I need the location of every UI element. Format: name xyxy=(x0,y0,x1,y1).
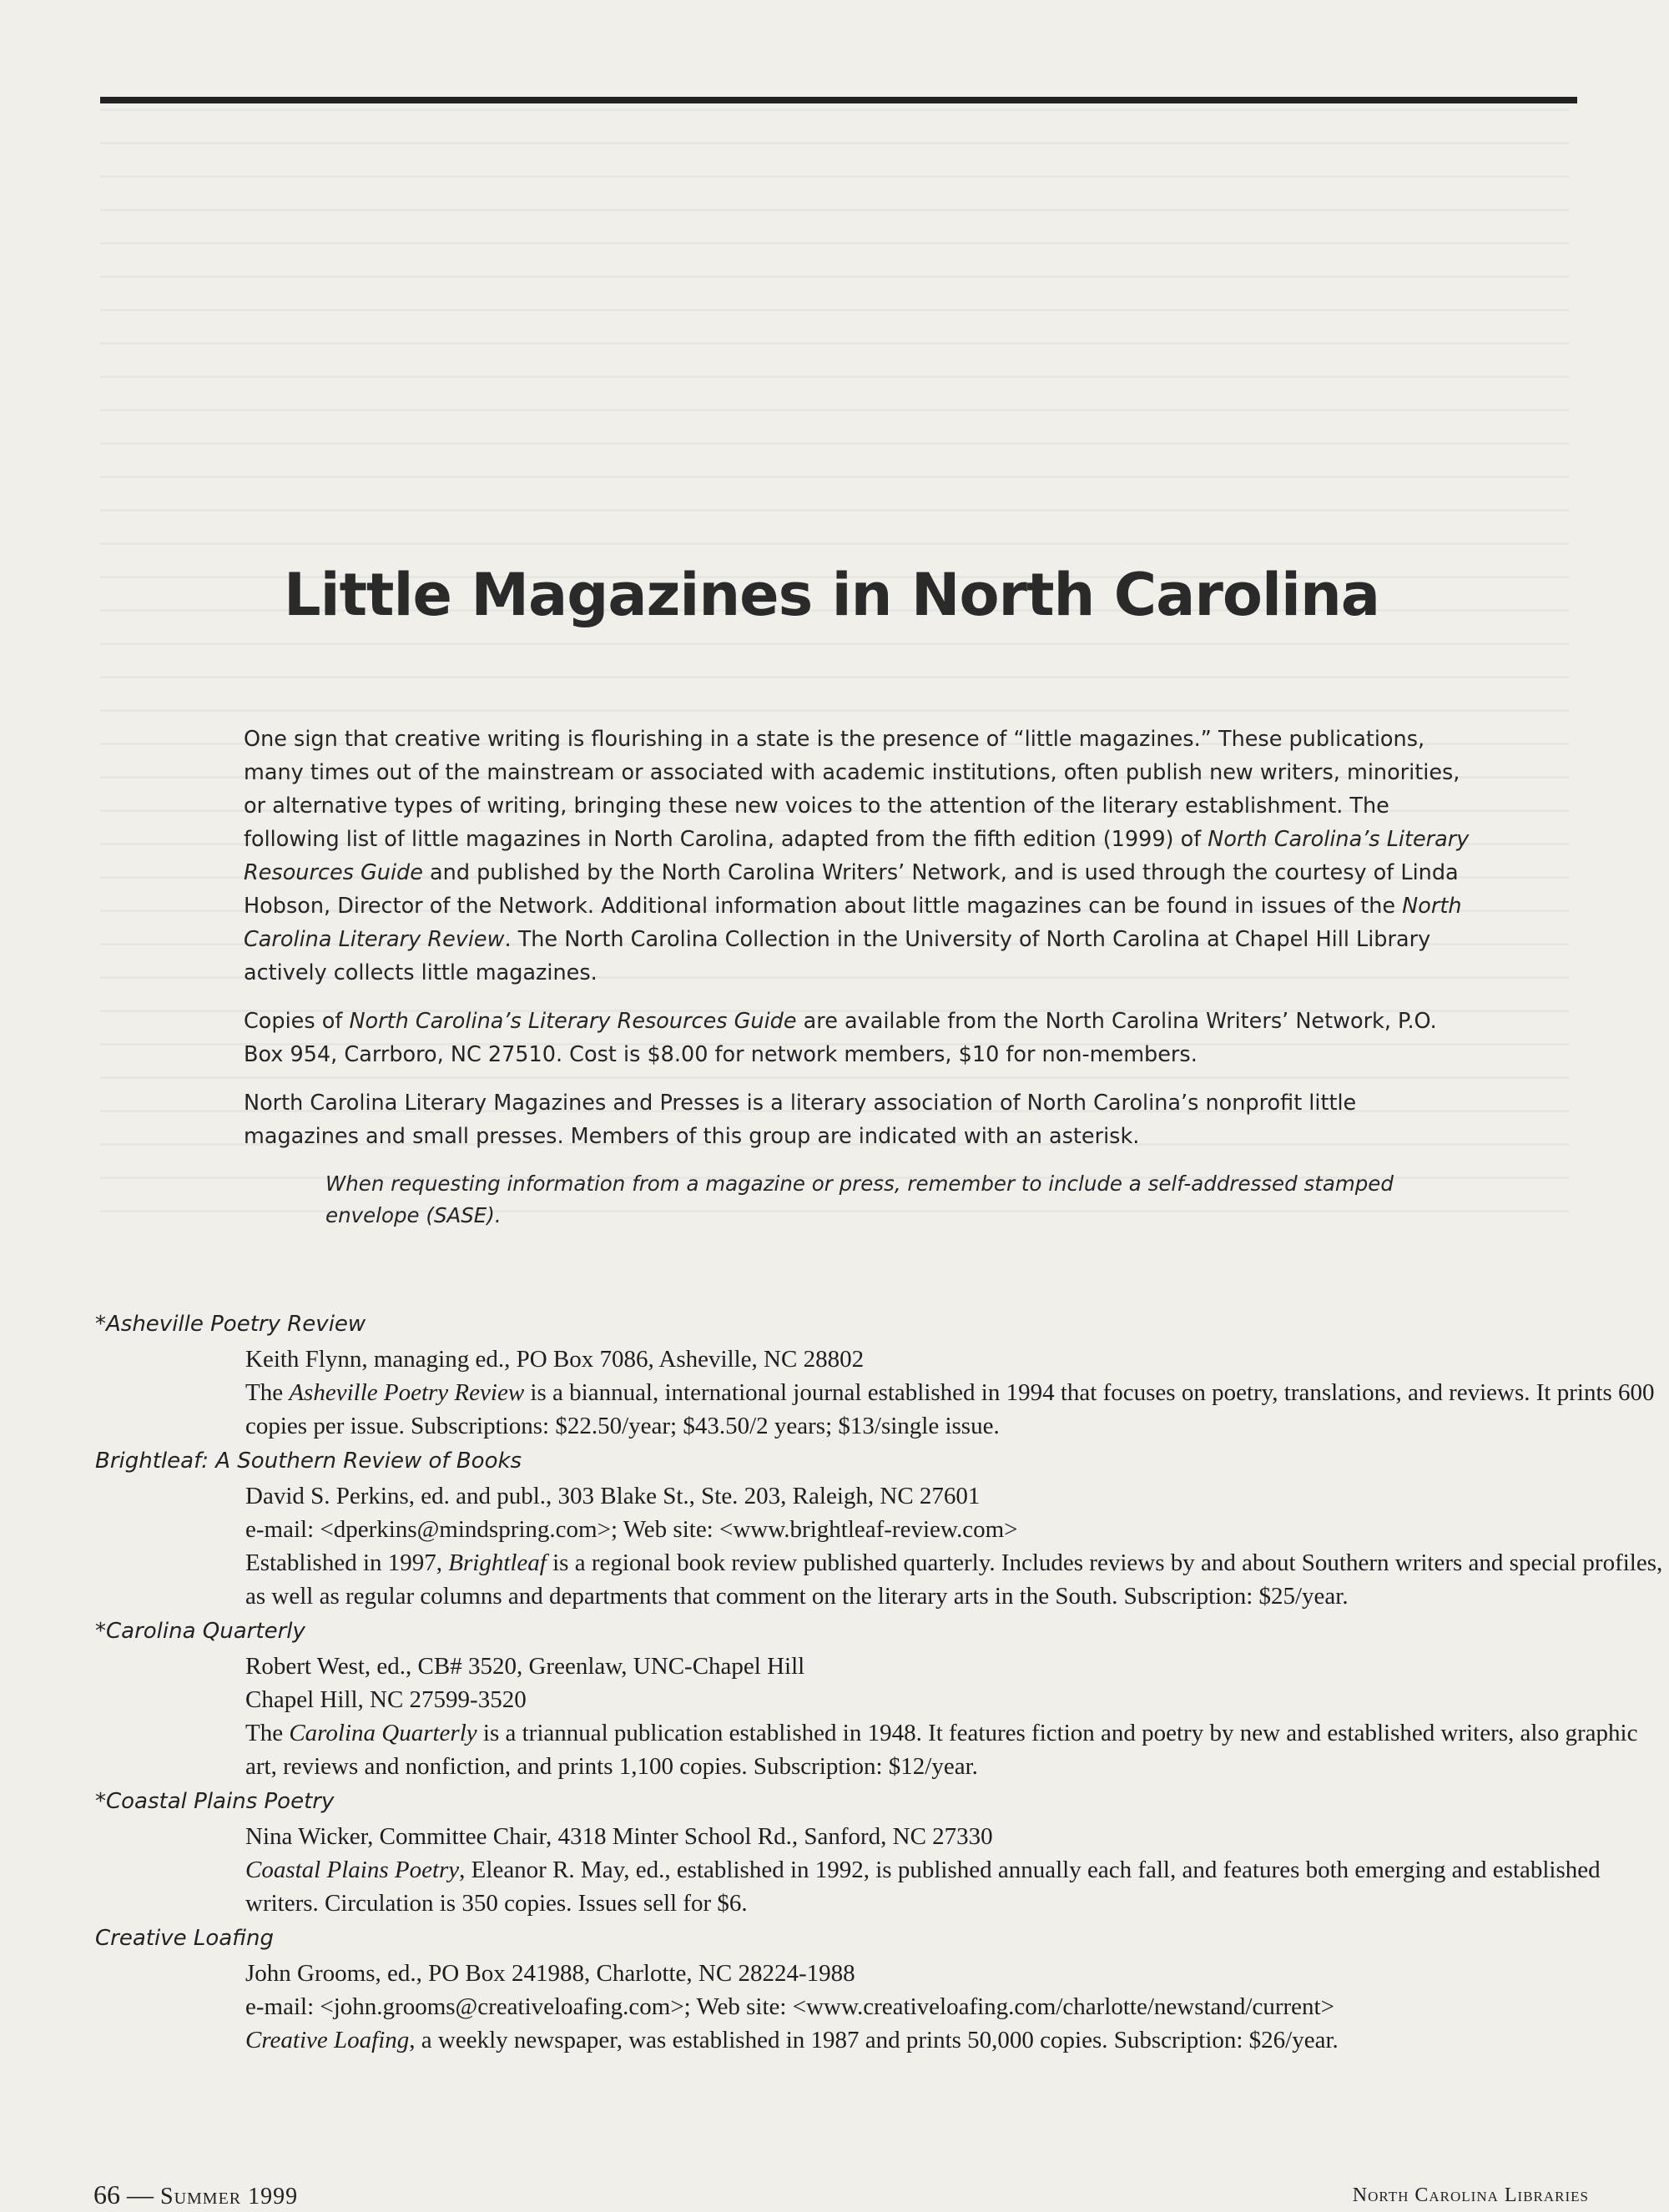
footer-dash: — xyxy=(127,2179,154,2209)
italic-title-run: Carolina Quarterly xyxy=(289,1720,477,1746)
text-run: John Grooms, ed., PO Box 241988, Charlotte, NC 28224-1988 xyxy=(245,1960,855,1987)
text-run: Robert West, ed., CB# 3520, Greenlaw, UNC-Chapel Hill xyxy=(245,1653,805,1680)
magazine-entry xyxy=(95,1783,1601,1920)
text-run: is a biannual, international journal established in 1994 that focuses on poetry, translations, and reviews. It prints 600 copies per issue. Subscriptions: $22.50/year; $43.50/2 years; $13/single issue. xyxy=(245,1379,1655,1439)
text-run: David S. Perkins, ed. and publ., 303 Blake St., Ste. 203, Raleigh, NC 27601 xyxy=(245,1483,981,1509)
text-run: , a weekly newspaper, was established in 1987 and prints 50,000 copies. Subscription: $26/year. xyxy=(409,2027,1339,2053)
intro-paragraph-3 xyxy=(244,1086,1475,1153)
text-run: Nina Wicker, Committee Chair, 4318 Minter School Rd., Sanford, NC 27330 xyxy=(245,1823,993,1850)
italic-title-run: Brightleaf xyxy=(448,1549,547,1576)
detail-line xyxy=(245,1853,1664,1920)
magazine-name: Creative Loafing xyxy=(95,1926,274,1951)
detail-line xyxy=(245,1650,1664,1683)
detail-line xyxy=(245,1990,1664,2023)
detail-line xyxy=(245,2023,1664,2057)
italic-title-run: Creative Loafing xyxy=(245,2027,410,2053)
text-run: Keith Flynn, managing ed., PO Box 7086, Asheville, NC 28802 xyxy=(245,1346,865,1373)
detail-line xyxy=(245,1546,1664,1613)
magazine-entry xyxy=(95,1613,1638,1783)
detail-line xyxy=(245,1343,1664,1376)
text-run: The xyxy=(245,1379,290,1406)
text-run: e-mail: <john.grooms@creativeloafing.com>; Web site: <www.creativeloafing.com/charlotte/newstand/current> xyxy=(245,1993,1334,2020)
italic-title-run: Coastal Plains Poetry xyxy=(245,1857,460,1883)
sase-note: When requesting information from a magazine or press, remember to include a self-addressed stamped envelope (SASE). xyxy=(325,1172,1394,1227)
text-run: Chapel Hill, NC 27599-3520 xyxy=(245,1686,527,1713)
text-run: is a triannual publication established in 1948. It features fiction and poetry by new and established writers, also graphic art, reviews and nonfiction, and prints 1,100 copies. Subscription: $12/year. xyxy=(245,1720,1638,1780)
italic-title-run: North Carolina’s Literary Resources Guide xyxy=(244,827,1470,885)
italic-title-run: North Carolina’s Literary Resources Guide xyxy=(349,1009,797,1034)
text-run: Copies of xyxy=(244,1009,350,1034)
top-rule xyxy=(100,97,1577,103)
magazine-list xyxy=(95,1306,1663,2057)
intro-section xyxy=(244,723,1475,1232)
magazine-name: *Carolina Quarterly xyxy=(95,1619,305,1644)
intro-paragraph-2 xyxy=(244,1005,1475,1071)
detail-line xyxy=(245,1513,1664,1546)
text-run: . The North Carolina Collection in the University of North Carolina at Chapel Hill Library actively collects little magazines. xyxy=(244,927,1431,985)
magazine-entry xyxy=(95,1306,1655,1443)
magazine-details xyxy=(245,1820,1664,1920)
text-run: e-mail: <dperkins@mindspring.com>; Web site: <www.brightleaf-review.com> xyxy=(245,1516,1018,1543)
detail-line xyxy=(245,1479,1664,1513)
detail-line xyxy=(245,1716,1664,1783)
magazine-name: *Asheville Poetry Review xyxy=(95,1312,366,1337)
text-run: The xyxy=(245,1720,290,1746)
magazine-details xyxy=(245,1479,1664,1613)
detail-line xyxy=(245,1957,1664,1990)
text-run: and published by the North Carolina Writers’ Network, and is used through the courtesy of Linda Hobson, Director of the Network. Additional information about little magazines can be found in issues of the xyxy=(244,860,1459,919)
footer-left xyxy=(93,2179,298,2210)
magazine-entry xyxy=(95,1443,1663,1613)
magazine-details xyxy=(245,1343,1664,1443)
text-run: , Eleanor R. May, ed., established in 1992, is published annually each fall, and features both emerging and established writers. Circulation is 350 copies. Issues sell for $6. xyxy=(245,1857,1601,1917)
magazine-name: Brightleaf: A Southern Review of Books xyxy=(95,1449,522,1474)
page-number: 66 xyxy=(93,2179,120,2209)
text-run: Established in 1997, xyxy=(245,1549,449,1576)
journal-name: North Carolina Libraries xyxy=(1352,2184,1589,2206)
italic-title-run: Asheville Poetry Review xyxy=(289,1379,525,1406)
text-run: North Carolina Literary Magazines and Presses is a literary association of North Carolina’s nonprofit little magazines and small presses. Members of this group are indicated with an asterisk. xyxy=(244,1091,1357,1149)
magazine-details xyxy=(245,1650,1664,1783)
text-run: are available from the North Carolina Writers’ Network, P.O. Box 954, Carrboro, NC 27510. Cost is $8.00 for network members, $10 for non-members. xyxy=(244,1009,1437,1067)
page-title: Little Magazines in North Carolina xyxy=(284,561,1380,629)
issue-season: Summer 1999 xyxy=(160,2184,299,2209)
text-run: One sign that creative writing is flourishing in a state is the presence of “little magazines.” These publications, many times out of the mainstream or associated with academic institutions, often publish new writers, minorities, or alternative types of writing, bringing these new voices to the attention of the literary establishment. The following list of little magazines in North Carolina, adapted from the fifth edition (1999) of xyxy=(244,727,1460,852)
detail-line xyxy=(245,1683,1664,1716)
intro-paragraph-1 xyxy=(244,723,1475,990)
magazine-name: *Coastal Plains Poetry xyxy=(95,1789,335,1814)
detail-line xyxy=(245,1376,1664,1443)
detail-line xyxy=(245,1820,1664,1853)
text-run: is a regional book review published quarterly. Includes reviews by and about Southern writers and special profiles, as well as regular columns and departments that comment on the literary arts in the South. Subscription: $25/year. xyxy=(245,1549,1663,1610)
magazine-details xyxy=(245,1957,1664,2057)
italic-title-run: North Carolina Literary Review xyxy=(244,894,1462,952)
magazine-entry xyxy=(95,1920,1581,2057)
